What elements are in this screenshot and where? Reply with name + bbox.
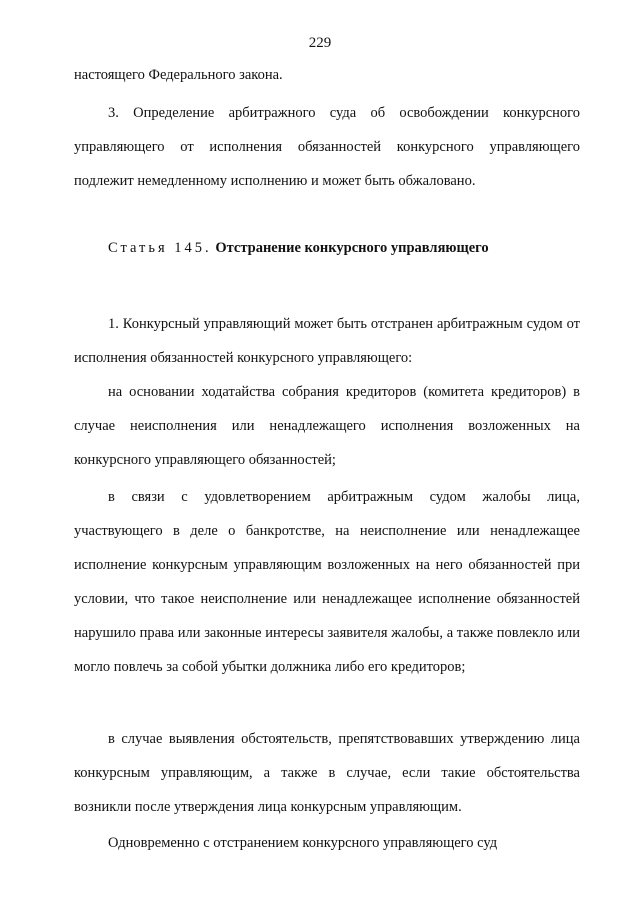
article-heading — [108, 240, 489, 257]
paragraph-law-reference: настоящего Федерального закона. — [74, 67, 283, 83]
article-title: Отстранение конкурсного управляющего — [215, 240, 489, 256]
paragraph-clause-3: 3. Определение арбитражного суда об освобождении конкурсного управляющего от исполнения обязанностей конкурсного управляющего подлежит немедленному исполнению и может быть обжаловано. — [74, 105, 580, 189]
paragraph-ground-circumstances: в случае выявления обстоятельств, препятствовавших утверждению лица конкурсным управляющим, а также в случае, если такие обстоятельства возникли после утверждения лица конкурсным управляющим. — [74, 731, 580, 815]
paragraph-clause-1: 1. Конкурсный управляющий может быть отстранен арбитражным судом от исполнения обязанностей конкурсного управляющего: — [74, 316, 580, 366]
article-number: Статья 145. — [108, 240, 212, 256]
paragraph-simultaneously: Одновременно с отстранением конкурсного управляющего суд — [108, 835, 498, 851]
page-number: 229 — [308, 35, 332, 51]
paragraph-ground-complaint: в связи с удовлетворением арбитражным судом жалобы лица, участвующего в деле о банкротстве, на неисполнение или ненадлежащее исполнение конкурсным управляющим возложенных на него обязанностей при условии, что такое неисполнение или ненадлежащее исполнение обязанностей нарушило права или законные интересы заявителя жалобы, а также повлекло или могло повлечь за собой убытки должника либо его кредиторов; — [74, 489, 580, 675]
paragraph-ground-creditors-petition: на основании ходатайства собрания кредиторов (комитета кредиторов) в случае неисполнения или ненадлежащего исполнения возложенных на конкурсного управляющего обязанностей; — [74, 384, 580, 468]
